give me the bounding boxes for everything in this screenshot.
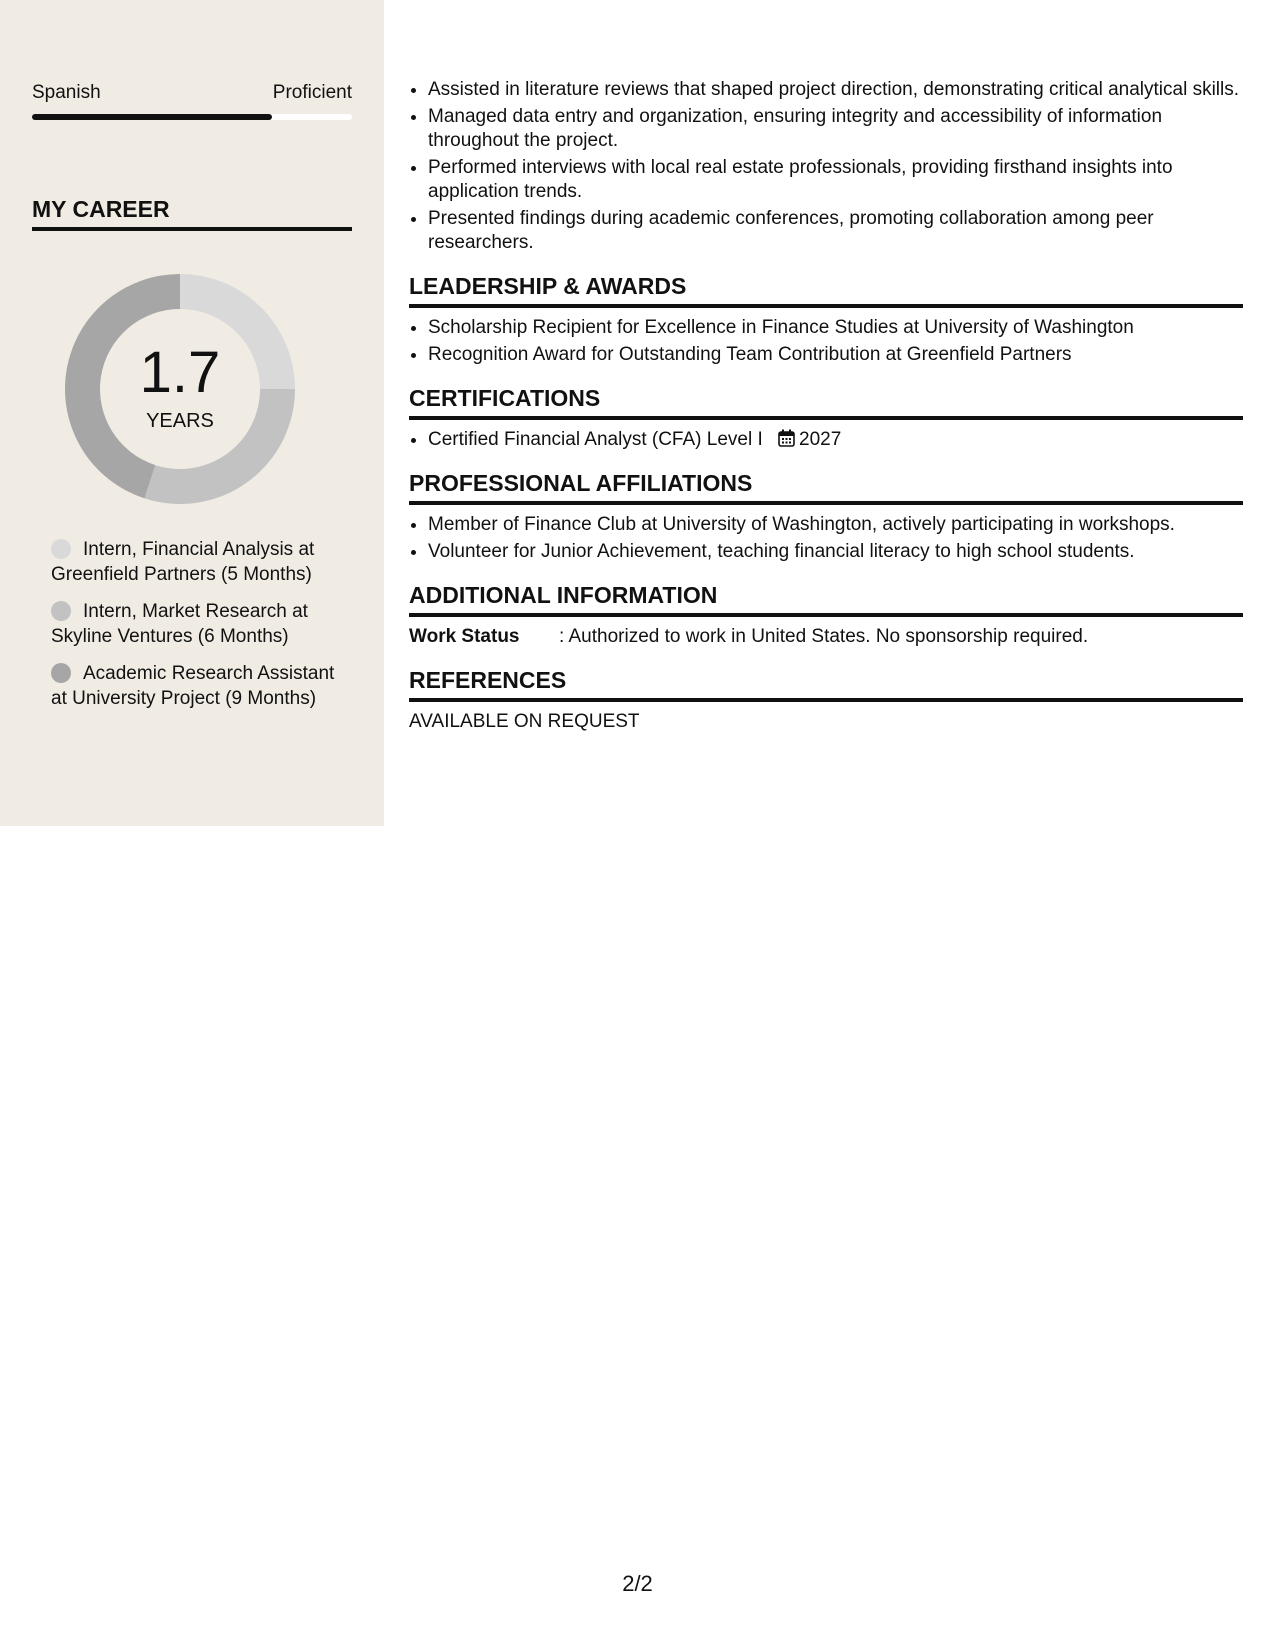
sidebar [0,0,384,826]
experience-bullet: • Managed data entry and organization, ensuring integrity and accessibility of information throughout the project. [428,105,1243,153]
affiliation-item: • Volunteer for Junior Achievement, teaching financial literacy to high school students. [428,540,1243,564]
career-legend-dot [51,601,71,621]
calendar-icon [778,429,795,447]
experience-bullet: • Performed interviews with local real estate professionals, providing firsthand insights into application trends. [428,156,1243,204]
leadership-title: LEADERSHIP & AWARDS [409,273,1243,308]
main-content [409,78,1243,734]
career-item-label: Academic Research Assistant at University Project (9 Months) [51,663,335,709]
affiliations-section [409,470,1243,564]
certifications-list [428,428,1243,452]
certifications-title: CERTIFICATIONS [409,385,1243,420]
certification-item [428,428,1243,452]
leadership-item: • Recognition Award for Outstanding Team Contribution at Greenfield Partners [428,343,1243,367]
career-list [51,537,341,723]
certification-year: 2027 [799,429,842,450]
career-legend-dot [51,663,71,683]
references-section [409,667,1243,734]
leadership-section [409,273,1243,367]
language-proficiency-fill [32,114,272,120]
language-row [32,82,352,104]
career-item-label: Intern, Market Research at Skyline Ventures (6 Months) [51,601,308,647]
experience-bullet: • Presented findings during academic conferences, promoting collaboration among peer researchers. [428,207,1243,255]
donut-segment [144,389,295,504]
additional-info-section [409,582,1243,649]
career-heading: MY CAREER [32,196,352,231]
references-title: REFERENCES [409,667,1243,702]
references-text: AVAILABLE ON REQUEST [409,711,640,732]
career-item [51,537,341,587]
career-item-label: Intern, Financial Analysis at Greenfield Partners (5 Months) [51,539,315,585]
language-level: Proficient [272,82,352,103]
affiliations-list [428,513,1243,564]
career-total-unit: YEARS [146,410,214,432]
career-legend-dot [51,539,71,559]
career-item [51,599,341,649]
affiliations-title: PROFESSIONAL AFFILIATIONS [409,470,1243,505]
language-proficiency-bar [32,114,352,120]
language-name: Spanish [32,82,101,103]
work-status-value: : Authorized to work in United States. No sponsorship required. [559,626,1089,647]
experience-bullet: • Assisted in literature reviews that shaped project direction, demonstrating critical analytical skills. [428,78,1243,102]
work-status-row [409,625,1243,649]
leadership-item: • Scholarship Recipient for Excellence in Finance Studies at University of Washington [428,316,1243,340]
work-status-key: Work Status [409,626,520,647]
page-number: 2/2 [622,1571,653,1596]
certifications-section [409,385,1243,452]
additional-info-title: ADDITIONAL INFORMATION [409,582,1243,617]
experience-bullets [428,78,1243,255]
affiliation-item: • Member of Finance Club at University of Washington, actively participating in workshops. [428,513,1243,537]
leadership-list [428,316,1243,367]
career-item [51,661,341,711]
career-total-value: 1.7 [139,340,221,405]
certification-name: Certified Financial Analyst (CFA) Level I [428,429,763,450]
